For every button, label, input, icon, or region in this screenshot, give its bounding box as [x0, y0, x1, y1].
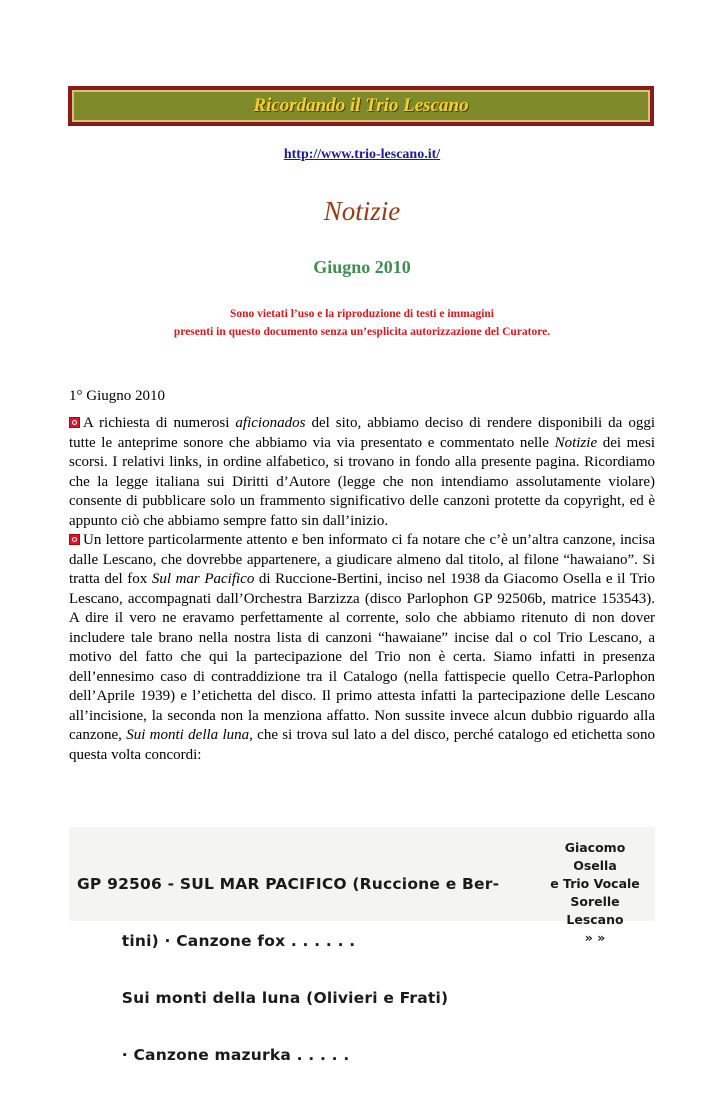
catalog-entry-artists	[545, 839, 645, 947]
bullet-icon	[69, 417, 80, 428]
artist-line-3: Sorelle Lescano	[566, 894, 624, 927]
p2-text-a: Un lettore particolarmente attento e ben informato ci fa notare che c’è un’altra canzone, incisa dalle Lescano, che dovrebbe appartenere, a giudicare almeno dal titolo, al filone “hawaiano”. Si tratta del fox	[69, 532, 655, 587]
p2-italic-song-title-2: Sui monti della luna	[126, 727, 250, 743]
catalog-line-1: GP 92506 - SUL MAR PACIFICO (Ruccione e Ber-	[77, 875, 500, 893]
banner-frame	[72, 90, 650, 122]
site-banner	[68, 86, 654, 126]
artist-line-4: » »	[584, 930, 606, 945]
page-title: Notizie	[323, 196, 401, 226]
p1-italic-notizie: Notizie	[554, 434, 598, 451]
bullet-icon	[69, 534, 80, 545]
copyright-warning	[0, 305, 724, 341]
banner-title: Ricordando il Trio Lescano	[253, 95, 469, 116]
artist-line-1: Giacomo Osella	[564, 840, 626, 873]
p1-italic-aficionados: aficionados	[235, 415, 306, 431]
warning-line-1: Sono vietati l’uso e la riproduzione di testi e immagini	[230, 308, 494, 320]
paragraph-1	[69, 414, 655, 531]
p1-text-e: dei mesi scorsi. I relativi links, in ordine alfabetico, si trovano in fondo alla presente pagina. Ricordiamo che la legge italiana sui Diritti d’Autore (legge che non intendiamo assolutamente violare) consente di pubblicare solo un frammento significativo delle canzoni protette da copyright, ed è appunto ciò che abbiamo sempre fatto sin dall’inizio.	[69, 434, 656, 529]
entry-body	[69, 414, 655, 765]
site-url-link[interactable]: http://www.trio-lescano.it/	[283, 147, 441, 162]
p1-text-a: A richiesta di numerosi	[83, 415, 236, 431]
p2-italic-song-title: Sul mar Pacifico	[151, 571, 255, 587]
p2-text-c: di Ruccione-Bertini, inciso nel 1938 da Giacomo Osella e il Trio Lescano, accompagnati dall’Orchestra Barzizza (disco Parlophon GP 92506b, matrice 153543). A dire il vero ne eravamo perfettamente al corrente, solo che abbiamo ritenuto di non dover includere tale brano nella nostra lista di canzoni “hawaiane” incise dal o col Trio Lescano, a motivo del fatto che qui la partecipazione del Trio non è certa. Siamo infatti in presenza dell’ennesimo caso di contraddizione tra il Catalogo (nella fattispecie quello Cetra-Parlophon dell’Aprile 1939) e l’etichetta del disco. Il primo attesta infatti la partecipazione delle Lescano all’incisione, la seconda non la menziona affatto. Non sussite invece alcun dubbio riguardo alla canzone,	[69, 571, 655, 743]
catalog-line-2: tini) · Canzone fox . . . . . .	[77, 932, 356, 950]
catalog-clipping-image	[69, 827, 655, 1064]
catalog-line-3: Sui monti della luna (Olivieri e Frati)	[77, 989, 449, 1007]
month-heading: Giugno 2010	[313, 257, 411, 277]
artist-line-2: e Trio Vocale	[550, 876, 640, 891]
warning-line-2: presenti in questo documento senza un’esplicita autorizzazione del Curatore.	[173, 326, 551, 338]
paragraph-2	[69, 531, 655, 765]
catalog-line-4: · Canzone mazurka . . . . .	[77, 1046, 350, 1064]
catalog-entry-left	[77, 837, 499, 1103]
p1-text-c: del sito, abbiamo deciso di rendere disponibili da oggi tutte le anteprime sonore che abbiamo via via presentato e commentato nelle	[69, 415, 655, 451]
entry-date: 1° Giugno 2010	[69, 388, 165, 404]
p2-text-e: , che si trova sul lato a del disco, perché catalogo ed etichetta sono questa volta concordi:	[69, 727, 655, 763]
